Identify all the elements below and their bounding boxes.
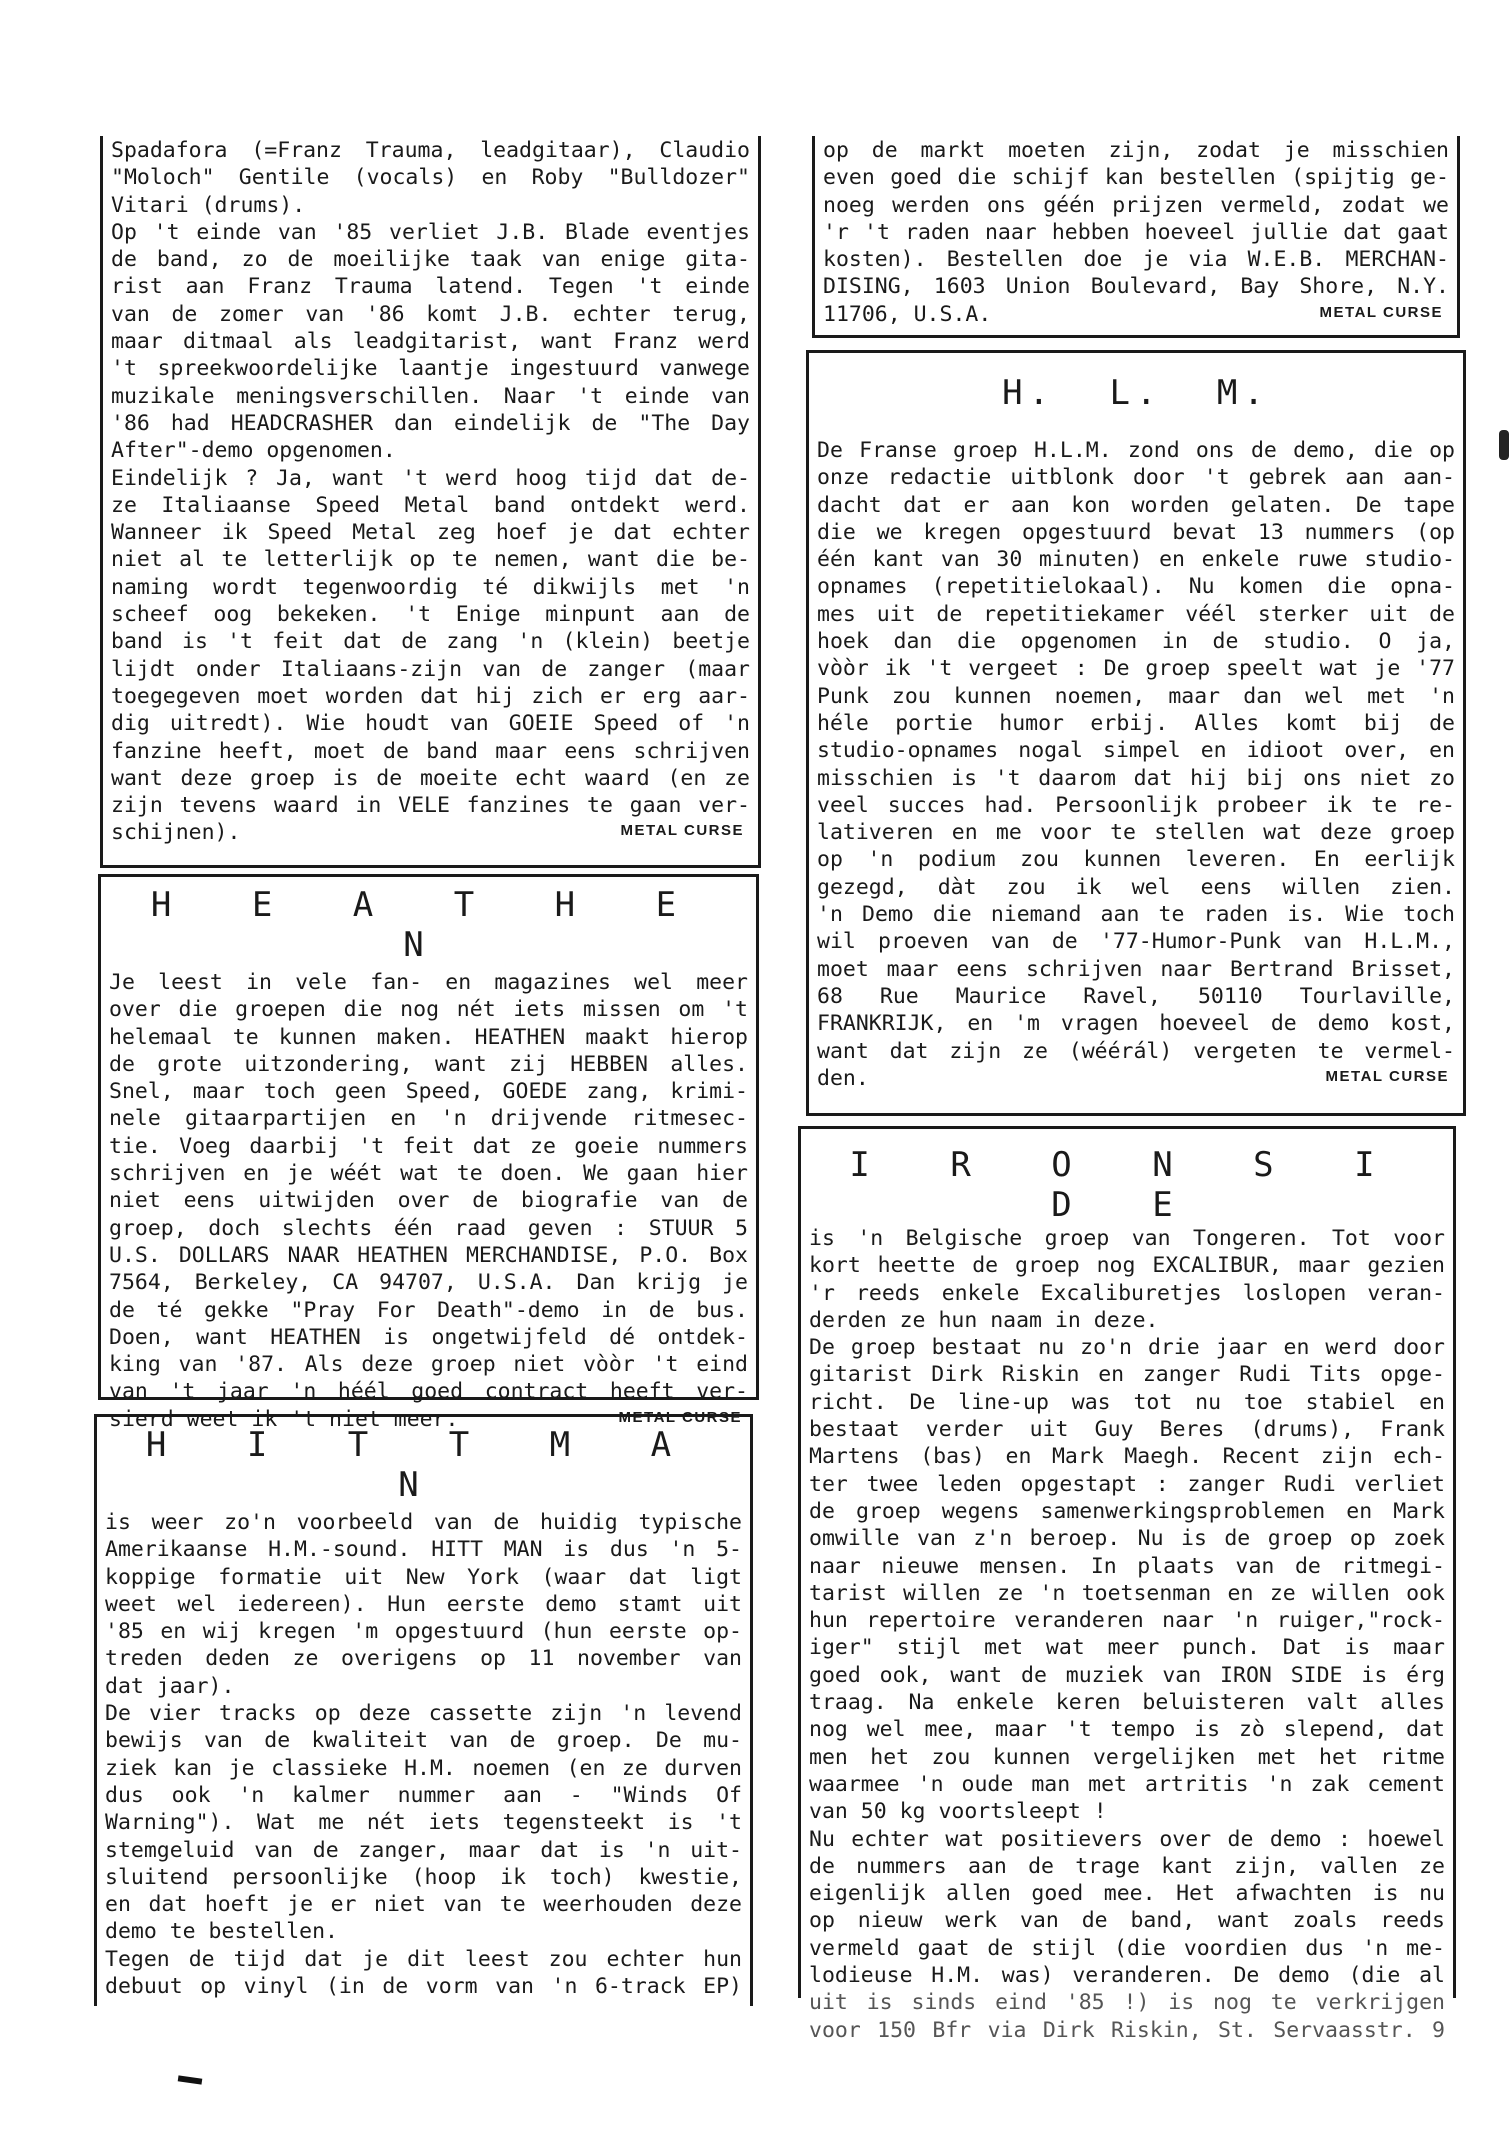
text-line-content: den. bbox=[817, 1065, 869, 1091]
text-line: gitarist Dirk Riskin en zanger Rudi Tits opge- bbox=[809, 1362, 1445, 1388]
text-line: De groep bestaat nu zo'n drie jaar en werd door bbox=[809, 1335, 1445, 1361]
text-line: muzikale meningsverschillen. Naar 't einde van bbox=[111, 383, 750, 409]
scan-mark-right bbox=[1499, 430, 1509, 460]
text-line: naar nieuwe mensen. In plaats van de ritmegi- bbox=[809, 1553, 1445, 1579]
text-line: van de zomer van '86 komt J.B. echter terug, bbox=[111, 301, 750, 327]
text-line: Vitari (drums). bbox=[111, 192, 306, 218]
text-line bbox=[817, 1065, 1455, 1092]
article-hittman-body bbox=[97, 1509, 750, 2000]
text-line: kosten). Bestellen doe je via W.E.B. MERCHAN- bbox=[823, 247, 1449, 273]
text-line: één kant van 30 minuten) en enkele ruwe studio- bbox=[817, 547, 1455, 573]
text-line: helemaal te kunnen maken. HEATHEN maakt hierop bbox=[109, 1024, 748, 1050]
text-line: ziek kan je classieke H.M. noemen (en ze durven bbox=[105, 1755, 742, 1781]
text-line: dat jaar). bbox=[105, 1673, 235, 1699]
text-line: 68 Rue Maurice Ravel, 50110 Tourlaville, bbox=[817, 983, 1455, 1009]
text-line: De vier tracks op deze cassette zijn 'n levend bbox=[105, 1701, 742, 1727]
text-line: veel succes had. Persoonlijk probeer ik te re- bbox=[817, 792, 1455, 818]
text-line: en dat hoeft je er niet van te weerhouden deze bbox=[105, 1892, 742, 1918]
article-speed-metal-box bbox=[100, 136, 761, 868]
text-line: schrijven en je wéét wat te doen. We gaan hier bbox=[109, 1161, 748, 1187]
text-line: op 'n podium zou kunnen leveren. En eerlijk bbox=[817, 847, 1455, 873]
text-line: Eindelijk ? Ja, want 't werd hoog tijd dat de- bbox=[111, 465, 750, 491]
article-hlm-title: H. L. M. bbox=[1002, 373, 1270, 413]
text-line: lativeren en me voor te stellen wat deze groep bbox=[817, 820, 1455, 846]
text-line: want deze groep is de moeite echt waard (en ze bbox=[111, 765, 750, 791]
text-line: traag. Na enkele keren beluisteren valt alles bbox=[809, 1690, 1445, 1716]
article-heathen-body bbox=[101, 969, 756, 1433]
text-line: fanzine heeft, moet de band maar eens schrijven bbox=[111, 738, 750, 764]
text-line: stemgeluid van de zanger, maar dat is 'n uit- bbox=[105, 1837, 742, 1863]
text-line: DISING, 1603 Union Boulevard, Bay Shore, N.Y. bbox=[823, 274, 1449, 300]
text-line: de grote uitzondering, want zij HEBBEN alles. bbox=[109, 1051, 748, 1077]
text-line: 7564, Berkeley, CA 94707, U.S.A. Dan krijg je bbox=[109, 1270, 748, 1296]
text-line: de té gekke "Pray For Death"-demo in de bus. bbox=[109, 1297, 748, 1323]
text-line: 'r 't raden naar hebben hoeveel jullie dat gaat bbox=[823, 219, 1449, 245]
signature: METAL CURSE bbox=[1319, 303, 1443, 321]
text-line: van 't jaar 'n héél goed contract heeft ver- bbox=[109, 1379, 748, 1405]
text-line: Tegen de tijd dat je dit leest zou echter hun bbox=[105, 1946, 742, 1972]
text-line: de nummers aan de trage kant zijn, vallen ze bbox=[809, 1853, 1445, 1879]
article-ironside-title: I R O N S I D E bbox=[849, 1145, 1405, 1225]
text-line: waarmee 'n oude man met artritis 'n zak cement bbox=[809, 1771, 1445, 1797]
article-ironside-body bbox=[801, 1225, 1453, 2044]
text-line: noeg werden ons géén prijzen vermeld, zodat we bbox=[823, 192, 1449, 218]
text-line: toegegeven moet worden dat hij zich er erg aar- bbox=[111, 683, 750, 709]
text-line: de band, zo de moeilijke taak van enige gita- bbox=[111, 247, 750, 273]
article-ironside-box bbox=[798, 1126, 1456, 2043]
text-line: studio-opnames nogal simpel en idioot over, en bbox=[817, 738, 1455, 764]
text-line: nele gitaarpartijen en 'n drijvende ritmesec- bbox=[109, 1106, 748, 1132]
text-line: gezegd, dàt zou ik wel eens willen zien. bbox=[817, 874, 1455, 900]
text-line: op de markt moeten zijn, zodat je misschien bbox=[823, 138, 1449, 163]
text-line: zijn tevens waard in VELE fanzines te gaan ver- bbox=[111, 793, 750, 819]
article-hittman-box bbox=[94, 1414, 753, 2006]
text-line: Snel, maar toch geen Speed, GOEDE zang, krimi- bbox=[109, 1079, 748, 1105]
text-line: Spadafora (=Franz Trauma, leadgitaar), Claudio bbox=[111, 138, 750, 163]
signature: METAL CURSE bbox=[1325, 1067, 1449, 1085]
text-line: Nu echter wat positievers over de demo : hoewel bbox=[809, 1826, 1445, 1852]
text-line: dacht dat er aan kon worden gelaten. De tape bbox=[817, 492, 1455, 518]
text-line: even goed die schijf kan bestellen (spijtig ge- bbox=[823, 165, 1449, 191]
text-line: tarist willen ze 'n toetsenman en ze willen ook bbox=[809, 1580, 1445, 1606]
text-line: After"-demo opgenomen. bbox=[111, 438, 396, 464]
text-line: mes uit de repetitiekamer véél sterker uit de bbox=[817, 601, 1455, 627]
article-heathen-box bbox=[98, 874, 759, 1432]
text-line: op nieuw werk van de band, want zoals reeds bbox=[809, 1908, 1445, 1934]
text-line: scheef oog bekeken. 't Enige minpunt aan de bbox=[111, 602, 750, 628]
text-line: koppige formatie uit New York (waar dat ligt bbox=[105, 1564, 742, 1590]
text-line: over die groepen die nog nét iets missen om 't bbox=[109, 997, 748, 1023]
text-line: "Moloch" Gentile (vocals) en Roby "Bulldozer" bbox=[111, 165, 750, 191]
text-line-content: sierd weet ik 't niet meer. bbox=[109, 1406, 459, 1432]
text-line: U.S. DOLLARS NAAR HEATHEN MERCHANDISE, P.O. Box bbox=[109, 1242, 748, 1268]
text-line: nog wel mee, maar 't tempo is zò slepend, dat bbox=[809, 1717, 1445, 1743]
text-line: FRANKRIJK, en 'm vragen hoeveel de demo kost, bbox=[817, 1011, 1455, 1037]
signature: METAL CURSE bbox=[620, 822, 744, 840]
text-line: Warning"). Wat me nét iets tegensteekt is 't bbox=[105, 1810, 742, 1836]
text-line: de groep wegens samenwerkingsproblemen en Mark bbox=[809, 1498, 1445, 1524]
text-line: niet eens uitwijden over de biografie van de bbox=[109, 1188, 748, 1214]
article-heathen-title: H E A T H E N bbox=[150, 885, 707, 965]
text-line: debuut op vinyl (in de vorm van 'n 6-track EP) bbox=[105, 1974, 742, 2000]
text-line: derden ze hun naam in deze. bbox=[809, 1307, 1159, 1333]
article-hlm-box bbox=[806, 350, 1466, 1116]
text-line: ter twee leden opgestapt : zanger Rudi verliet bbox=[809, 1471, 1445, 1497]
article-top-right-body bbox=[815, 136, 1457, 328]
text-line-content: 11706, U.S.A. bbox=[823, 301, 992, 327]
text-line bbox=[111, 819, 750, 846]
article-hlm-body bbox=[809, 437, 1463, 1092]
text-line: treden deden ze overigens op 11 november van bbox=[105, 1646, 742, 1672]
text-line: king van '87. Als deze groep niet vòòr 't eind bbox=[109, 1352, 748, 1378]
text-line: bestaat verder uit Guy Beres (drums), Frank bbox=[809, 1417, 1445, 1443]
text-line: voor 150 Bfr via Dirk Riskin, St. Servaasstr. 9 bbox=[809, 2017, 1445, 2043]
text-line: weet wel iedereen). Hun eerste demo stamt uit bbox=[105, 1591, 742, 1617]
text-line: eigenlijk allen goed mee. Het afwachten is nu bbox=[809, 1881, 1445, 1907]
text-line: omwille van z'n beroep. Nu is de groep op zoek bbox=[809, 1526, 1445, 1552]
text-line: De Franse groep H.L.M. zond ons de demo, die op bbox=[817, 438, 1455, 463]
text-line: bewijs van de kwaliteit van de groep. De mu- bbox=[105, 1728, 742, 1754]
article-speed-metal-body bbox=[103, 136, 758, 847]
text-line: is 'n Belgische groep van Tongeren. Tot voor bbox=[809, 1226, 1445, 1251]
text-line: men het zou kunnen vergelijken met het ritme bbox=[809, 1744, 1445, 1770]
text-line: naming wordt tegenwoordig té dikwijls met 'n bbox=[111, 574, 750, 600]
text-line: goed ook, want de muziek van IRON SIDE is érg bbox=[809, 1662, 1445, 1688]
scan-mark-bottom bbox=[178, 2075, 203, 2084]
text-line: moet maar eens schrijven naar Bertrand Brisset, bbox=[817, 956, 1455, 982]
text-line-content: schijnen). bbox=[111, 820, 241, 846]
text-line: Martens (bas) en Mark Maegh. Recent zijn ech- bbox=[809, 1444, 1445, 1470]
text-line: ze Italiaanse Speed Metal band ontdekt werd. bbox=[111, 492, 750, 518]
text-line: opnames (repetitielokaal). Nu komen die opna- bbox=[817, 574, 1455, 600]
text-line: Amerikaanse H.M.-sound. HITT MAN is dus 'n 5- bbox=[105, 1537, 742, 1563]
text-line: Doen, want HEATHEN is ongetwijfeld dé ontdek- bbox=[109, 1324, 748, 1350]
text-line: demo te bestellen. bbox=[105, 1919, 338, 1945]
text-line: misschien is 't daarom dat hij bij ons niet zo bbox=[817, 765, 1455, 791]
text-line: uit is sinds eind '85 !) is nog te verkrijgen bbox=[809, 1990, 1445, 2016]
text-line: rist aan Franz Trauma latend. Tegen 't einde bbox=[111, 274, 750, 300]
text-line: band is 't feit dat de zang 'n (klein) beetje bbox=[111, 629, 750, 655]
text-line: Punk zou kunnen noemen, maar dan wel met 'n bbox=[817, 683, 1455, 709]
text-line: Je leest in vele fan- en magazines wel meer bbox=[109, 970, 748, 995]
text-line: hun repertoire veranderen naar 'n ruiger,"rock- bbox=[809, 1608, 1445, 1634]
text-line: dus ook 'n kalmer nummer aan - "Winds Of bbox=[105, 1782, 742, 1808]
text-line: lijdt onder Italiaans-zijn van de zanger (maar bbox=[111, 656, 750, 682]
text-line: '85 en wij kregen 'm opgestuurd (hun eerste op- bbox=[105, 1619, 742, 1645]
text-line: 't spreekwoordelijke laantje ingestuurd vanwege bbox=[111, 356, 750, 382]
text-line: vermeld gaat de stijl (die voordien dus 'n me- bbox=[809, 1935, 1445, 1961]
text-line: lodieuse H.M. was) veranderen. De demo (die al bbox=[809, 1963, 1445, 1989]
text-line: kort heette de groep nog EXCALIBUR, maar gezien bbox=[809, 1253, 1445, 1279]
text-line: tie. Voeg daarbij 't feit dat ze goeie nummers bbox=[109, 1133, 748, 1159]
text-line: van 50 kg voortsleept ! bbox=[809, 1799, 1107, 1825]
text-line: want dat zijn ze (wéérál) vergeten te vermel- bbox=[817, 1038, 1455, 1064]
text-line: 'n Demo die niemand aan te raden is. Wie toch bbox=[817, 902, 1455, 928]
text-line: maar ditmaal als leadgitarist, want Franz werd bbox=[111, 329, 750, 355]
text-line: vòòr ik 't vergeet : De groep speelt wat je '77 bbox=[817, 656, 1455, 682]
signature: METAL CURSE bbox=[618, 1408, 742, 1426]
text-line: Wanneer ik Speed Metal zeg hoef je dat echter bbox=[111, 520, 750, 546]
text-line: '86 had HEADCRASHER dan eindelijk de "The Day bbox=[111, 410, 750, 436]
text-line bbox=[823, 301, 1449, 328]
text-line: wil proeven van de '77-Humor-Punk van H.L.M., bbox=[817, 929, 1455, 955]
text-line: sluitend persoonlijke (hoop ik toch) kwestie, bbox=[105, 1864, 742, 1890]
article-top-right-box bbox=[812, 136, 1460, 338]
text-line: dig uitredt). Wie houdt van GOEIE Speed of 'n bbox=[111, 711, 750, 737]
text-line: die we kregen opgestuurd bevat 13 nummers (op bbox=[817, 519, 1455, 545]
text-line: hoek dan die opgenomen in de studio. O ja, bbox=[817, 629, 1455, 655]
article-hittman-title: H I T T M A N bbox=[145, 1425, 702, 1505]
text-line: niet al te letterlijk op te nemen, want die be- bbox=[111, 547, 750, 573]
text-line: is weer zo'n voorbeeld van de huidig typische bbox=[105, 1510, 742, 1535]
text-line: héle portie humor erbij. Alles komt bij de bbox=[817, 710, 1455, 736]
text-line: richt. De line-up was tot nu toe stabiel en bbox=[809, 1389, 1445, 1415]
text-line: iger" stijl met wat meer punch. Dat is maar bbox=[809, 1635, 1445, 1661]
text-line: onze redactie uitblonk door 't gebrek aan aan- bbox=[817, 465, 1455, 491]
text-line: 'r reeds enkele Excaliburetjes loslopen veran- bbox=[809, 1280, 1445, 1306]
text-line: Op 't einde van '85 verliet J.B. Blade eventjes bbox=[111, 219, 750, 245]
text-line: groep, doch slechts één raad geven : STUUR 5 bbox=[109, 1215, 748, 1241]
